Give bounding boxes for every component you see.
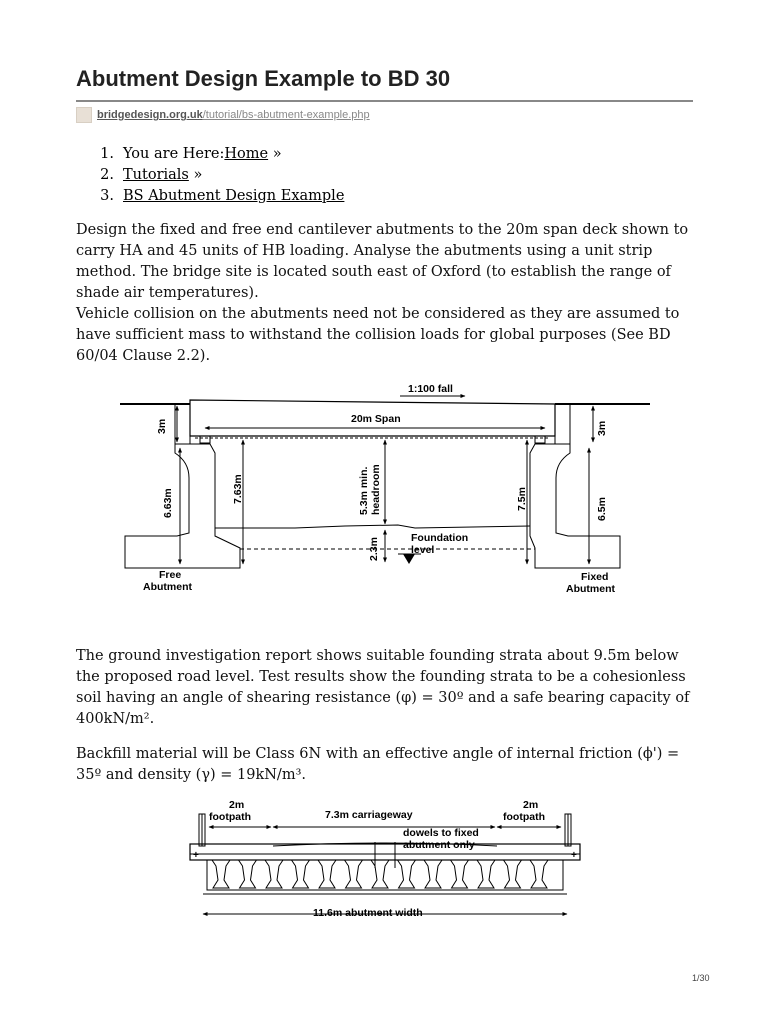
- breadcrumb-separator: »: [188, 167, 203, 183]
- foundation-label-1: Foundation: [411, 532, 469, 544]
- breadcrumb-link-home[interactable]: Home: [224, 146, 269, 162]
- dowels-label-2: abutment only: [403, 839, 475, 851]
- depth-dim: 2.3m: [368, 537, 380, 561]
- source-path[interactable]: /tutorial/bs-abutment-example.php: [202, 109, 370, 121]
- beam-section: [424, 860, 442, 888]
- source-link[interactable]: [76, 107, 370, 123]
- right-plus-icon: +: [571, 850, 577, 861]
- breadcrumb-prefix: You are Here:: [123, 146, 225, 162]
- source-domain[interactable]: bridgedesign.org.uk: [97, 109, 203, 121]
- right-inner-dim: 7.5m: [516, 487, 528, 511]
- beam-section: [371, 860, 389, 888]
- breadcrumb-item: [76, 165, 344, 186]
- abutment-elevation-diagram: [115, 378, 655, 600]
- foundation-label-2: level: [411, 544, 435, 556]
- fixed-abutment-label-1: Fixed: [581, 571, 609, 583]
- beam-section: [292, 860, 310, 888]
- deck-cross-section-diagram: [185, 796, 585, 924]
- headroom-label: headroom: [370, 464, 382, 515]
- left-inner-dim: 7.63m: [232, 474, 244, 504]
- backfill-paragraph: Backfill material will be Class 6N with an effective angle of internal friction (ϕ') = 35º and density (γ) = 19kN/m³.: [76, 746, 680, 783]
- beam-section: [504, 860, 522, 888]
- list-number: 1.: [100, 146, 114, 162]
- beam-section: [477, 860, 495, 888]
- right-footpath-width: 2m: [523, 799, 539, 811]
- abutment-width-label: 11.6m abutment width: [313, 907, 423, 919]
- breadcrumb-link-tutorials[interactable]: Tutorials: [123, 167, 189, 183]
- beam-section: [212, 860, 230, 888]
- left-plus-icon: +: [193, 850, 199, 861]
- beam-section: [398, 860, 416, 888]
- right-height-dim: 6.5m: [596, 497, 608, 521]
- fixed-abutment-label-2: Abutment: [566, 583, 615, 595]
- page-number: 1/30: [692, 973, 710, 983]
- breadcrumb-item: [76, 144, 344, 165]
- collision-paragraph: Vehicle collision on the abutments need not be considered as they are assumed to have sufficient mass to withstand the collision loads for global purposes (See BD 60/04 Clause 2.2).: [76, 306, 680, 364]
- list-number: 2.: [100, 167, 114, 183]
- intro-paragraph: Design the fixed and free end cantilever abutments to the 20m span deck shown to carry HA and 45 units of HB loading. Analyse the abutments using a unit strip method. The bridge site is located south east of Oxford (to establish the range of shade air temperatures).: [76, 222, 689, 301]
- page-title: Abutment Design Example to BD 30: [76, 66, 451, 91]
- breadcrumb-link-bs-abutment[interactable]: BS Abutment Design Example: [123, 188, 345, 204]
- list-number: 3.: [100, 188, 114, 204]
- title-divider: [76, 100, 693, 102]
- beam-section: [451, 860, 469, 888]
- right-top-dim: 3m: [596, 420, 608, 436]
- carriageway-label: 7.3m carriageway: [325, 809, 413, 821]
- breadcrumb-separator: »: [268, 146, 282, 162]
- left-footpath-label: footpath: [209, 811, 251, 823]
- free-abutment-label-2: Abutment: [143, 581, 192, 593]
- ground-investigation-paragraph: The ground investigation report shows suitable founding strata about 9.5m below the proposed road level. Test results show the founding strata to be a cohesionless soil having an angle of shearing resistance (φ) = 30º and a safe bearing capacity of 400kN/m².: [76, 648, 690, 727]
- fall-label: 1:100 fall: [408, 383, 453, 395]
- beam-section: [318, 860, 336, 888]
- breadcrumb: [76, 144, 344, 207]
- free-abutment-label-1: Free: [159, 569, 182, 581]
- left-footpath-width: 2m: [229, 799, 245, 811]
- right-footpath-label: footpath: [503, 811, 545, 823]
- left-height-dim: 6.63m: [162, 488, 174, 518]
- beam-section: [530, 860, 548, 888]
- beam-section: [239, 860, 257, 888]
- beam-section: [345, 860, 363, 888]
- beam-section: [265, 860, 283, 888]
- breadcrumb-item: [76, 186, 344, 207]
- left-top-dim: 3m: [156, 418, 168, 434]
- span-label: 20m Span: [351, 413, 401, 425]
- site-favicon-icon: [76, 107, 92, 123]
- dowels-label-1: dowels to fixed: [403, 827, 479, 839]
- headroom-dim: 5.3m min.: [358, 466, 370, 515]
